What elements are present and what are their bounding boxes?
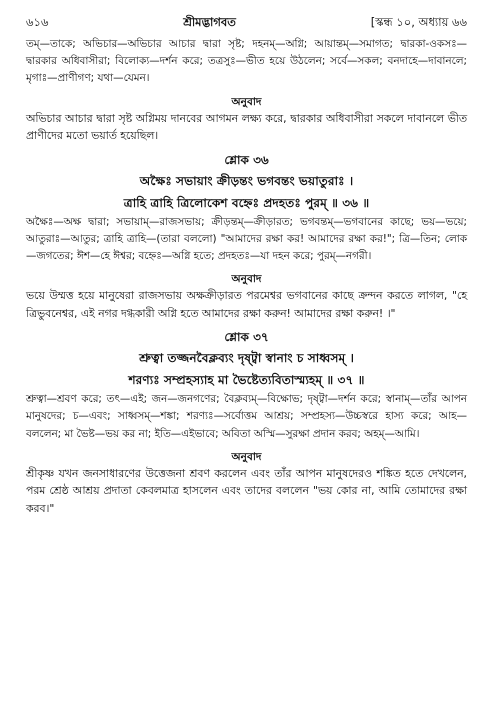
word-meanings-36: অক্ষৈঃ—অক্ষ দ্বারা; সভায়াম্—রাজসভায়; ক্রীড়ন্তম্—ক্রীড়ারত; ভগবন্তম্—ভগবানের কাছে; ভয়—ভয়ে; আতুরাঃ—আতুর; ত্রাহি ত্রাহি—(তারা বললো) "আমাদের রক্ষা কর! আমাদের রক্ষা কর!"; ত্রি—তিন; লোক—জগতের; ঈশ—হে ঈশ্বর; বহ্নেঃ—অগ্নি হতে; প্রদহতঃ—যা দহন করে; পুরম্—নগরী। xyxy=(26,215,467,263)
verse-number-37: শ্লোক ৩৭ xyxy=(224,330,269,345)
verse-36-line-1: অক্ষৈঃ সভায়াং ক্রীড়ন্তং ভগবন্তং ভয়াতুরাঃ । xyxy=(139,173,354,188)
translation-heading-35: অনুবাদ xyxy=(231,95,262,108)
page-number: ৬১৬ xyxy=(26,15,49,29)
page-header xyxy=(26,14,467,36)
verse-number-36: শ্লোক ৩৬ xyxy=(224,152,269,167)
verse-37-line-1: শ্রুত্বা তজ্জনবৈক্লব্যং দৃষ্ট্বা স্বানাং চ সাধ্বসম্ । xyxy=(139,351,354,366)
word-meanings-37: শ্রুত্বা—শ্রবণ করে; তৎ—এই; জন—জনগণের; বৈক্লব্যম্—বিক্ষোভ; দৃষ্ট্বা—দর্শন করে; স্বানাম্—তাঁর আপন মানুষদের; চ—এবং; সাধ্বসম্—শঙ্কা; শরণ্যঃ—সর্বোত্তম আশ্রয়; সম্প্রহস্য—উচ্চস্বরে হাস্য করে; আহ—বললেন; মা ভৈষ্ট—ভয় কর না; ইতি—এইভাবে; অবিতা অস্মি—সুরক্ষা প্রদান করব; অহম্—আমি। xyxy=(26,393,467,440)
book-title: শ্রীমদ্ভাগবত xyxy=(183,15,236,29)
translation-35: অভিচার আচার দ্বারা সৃষ্ট অগ্নিময় দানবের আগমন লক্ষ্য করে, দ্বারকার অধিবাসীরা সকলে দাবানলে ভীত প্রাণীদের মতো ভয়ার্ত হয়েছিল। xyxy=(26,111,467,143)
verse-37-line-2: শরণ্যঃ সম্প্রহস্যাহ মা ভৈষ্টেত্যবিতাস্ম্যহম্ ॥ ৩৭ ॥ xyxy=(128,373,365,388)
translation-37: শ্রীকৃষ্ণ যখন জনসাধারণের উত্তেজনা শ্রবণ করলেন এবং তাঁর আপন মানুষদেরও শঙ্কিত হতে দেখলেন, পরম শ্রেষ্ঠ আশ্রয় প্রদাতা কেবলমাত্র হাসলেন এবং তাদের বললেন "ভয় কোর না, আমি তোমাদের রক্ষা করব।" xyxy=(26,466,467,515)
verse-36-line-2: ত্রাহি ত্রাহি ত্রিলোকেশ বহ্নেঃ প্রদহতঃ পুরম্ ॥ ৩৬ ॥ xyxy=(123,195,370,210)
word-meanings-35: তম্—তাকে; অভিচার—অভিচার আচার দ্বারা সৃষ্ট; দহনম্—অগ্নি; আয়ান্তম্—সমাগত; দ্বারকা-ওকসঃ—দ্বারকার অধিবাসীরা; বিলোক্য—দর্শন করে; তত্রসুঃ—ভীত হয়ে উঠলেন; সর্বে—সকল; বনদাহে—দাবানলে; মৃগাঃ—প্রাণীগণ; যথা—যেমন। xyxy=(26,38,467,85)
chapter-reference: [স্কন্ধ ১০, অধ্যায় ৬৬ xyxy=(370,15,467,29)
translation-heading-37: অনুবাদ xyxy=(231,450,262,463)
translation-36: ভয়ে উম্মত্ত হয়ে মানুষেরা রাজসভায় অক্ষক্রীড়ারত পরমেশ্বর ভগবানের কাছে ক্রন্দন করতে লাগল, "হে ত্রিভুবনেশ্বর, এই নগর দগ্ধকারী অগ্নি হতে আমাদের রক্ষা করুন! আমাদের রক্ষা করুন! ।" xyxy=(26,289,467,320)
translation-heading-36: অনুবাদ xyxy=(231,273,262,286)
